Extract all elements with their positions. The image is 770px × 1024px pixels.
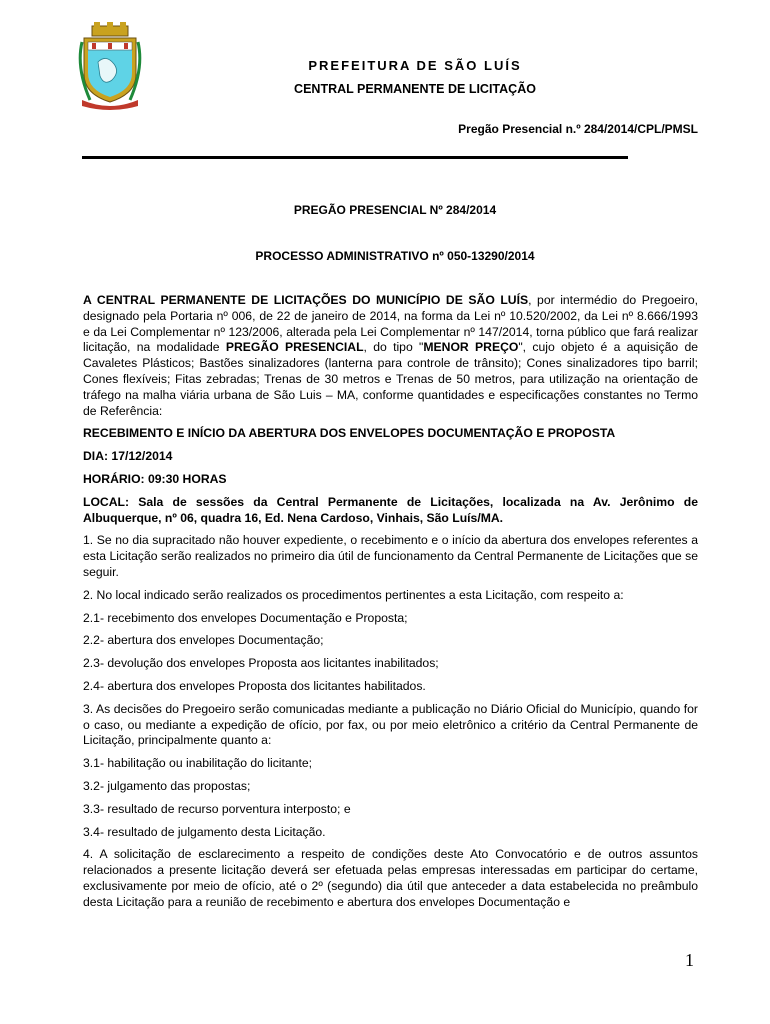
pregao-title: PREGÃO PRESENCIAL Nº 284/2014 xyxy=(293,203,497,217)
list-item: 3.1- habilitação ou inabilitação do licitante; xyxy=(83,756,313,771)
list-item: 3.3- resultado de recurso porventura interposto; e xyxy=(83,801,351,816)
header-divider xyxy=(82,156,628,159)
intro-tipo: MENOR PREÇO xyxy=(423,340,519,355)
list-item: 3.2- julgamento das propostas; xyxy=(83,778,251,793)
pregao-reference: Pregão Presencial n.º 284/2014/CPL/PMSL xyxy=(458,122,698,136)
list-item: 3.4- resultado de julgamento desta Licitação. xyxy=(83,824,326,839)
intro-text-2: , do tipo " xyxy=(363,340,424,355)
list-item: 2.2- abertura dos envelopes Documentação; xyxy=(83,633,324,648)
intro-text-1: , por intermédio do Pregoeiro, designado pela Portaria nº 006, de 22 de janeiro de 2014, na forma da Lei nº 10.520/2002, da Lei nº 8.666/1993 e da Lei Complementar nº 123/2006, alterada pela Lei Complementar nº 147/2014, torna público que fará realizar licitação, na modalidade xyxy=(83,293,698,355)
paragraph: 3. As decisões do Pregoeiro serão comunicadas mediante a publicação no Diário Oficial do Município, quando for o caso, ou mediante a expedição de ofício, por fax, ou por meio eletrônico a critério da Central Permanente de Licitação, principalmente quanto a: xyxy=(83,701,698,748)
paragraph: 1. Se no dia supracitado não houver expediente, o recebimento e o início da abertura dos envelopes referentes a esta Licitação serão realizados no primeiro dia útil de funcionamento da Central Permanente de Licitações que se seguir. xyxy=(83,533,698,579)
list-item: 2.1- recebimento dos envelopes Documentação e Proposta; xyxy=(83,610,408,625)
session-dia: DIA: 17/12/2014 xyxy=(83,449,173,464)
document-body xyxy=(83,293,698,918)
session-local: LOCAL: Sala de sessões da Central Permanente de Licitações, localizada na Av. Jerônimo de Albuquerque, nº 06, quadra 16, Ed. Nena Cardoso, Vinhais, São Luís/MA. xyxy=(83,494,698,525)
paragraph: 4. A solicitação de esclarecimento a respeito de condições deste Ato Convocatório e de outros assuntos relacionados a presente licitação deverá ser efetuada pelas empresas interessadas em participar do certame, exclusivamente por meio de ofício, até o 2º (segundo) dia útil que anteceder a data estabelecida no preâmbulo desta Licitação para a reunião de recebimento e abertura dos envelopes Documentação e xyxy=(83,847,698,909)
list-item: 2.4- abertura dos envelopes Proposta dos licitantes habilitados. xyxy=(83,678,426,693)
list-item: 2.3- devolução dos envelopes Proposta aos licitantes inabilitados; xyxy=(83,656,439,671)
intro-modalidade: PREGÃO PRESENCIAL xyxy=(225,340,364,355)
session-horario: HORÁRIO: 09:30 HORAS xyxy=(83,471,227,486)
session-heading: RECEBIMENTO E INÍCIO DA ABERTURA DOS ENVELOPES DOCUMENTAÇÃO E PROPOSTA xyxy=(83,426,616,441)
intro-org: A CENTRAL PERMANENTE DE LICITAÇÕES DO MUNICÍPIO DE SÃO LUÍS xyxy=(83,293,529,307)
paragraph: 2. No local indicado serão realizados os procedimentos pertinentes a esta Licitação, com respeito a: xyxy=(83,587,624,602)
processo-title: PROCESSO ADMINISTRATIVO nº 050-13290/2014 xyxy=(255,249,535,263)
central-title: CENTRAL PERMANENTE DE LICITAÇÃO xyxy=(294,82,536,96)
intro-text-3: ", cujo objeto é a aquisição de Cavaletes Plásticos; Bastões sinalizadores (lanterna para controle de trânsito); Cones sinalizadores tipo barril; Cones flexíveis; Fitas zebradas; Trenas de 30 metros e Trenas de 50 metros, para utilização na orientação de tráfego na malha viária urbana de São Luis – MA, conforme quantidades e especificações constantes no Termo de Referência: xyxy=(83,340,699,418)
intro-paragraph xyxy=(83,293,698,419)
page-number: 1 xyxy=(685,950,694,970)
prefeitura-title: PREFEITURA DE SÃO LUÍS xyxy=(308,58,522,73)
